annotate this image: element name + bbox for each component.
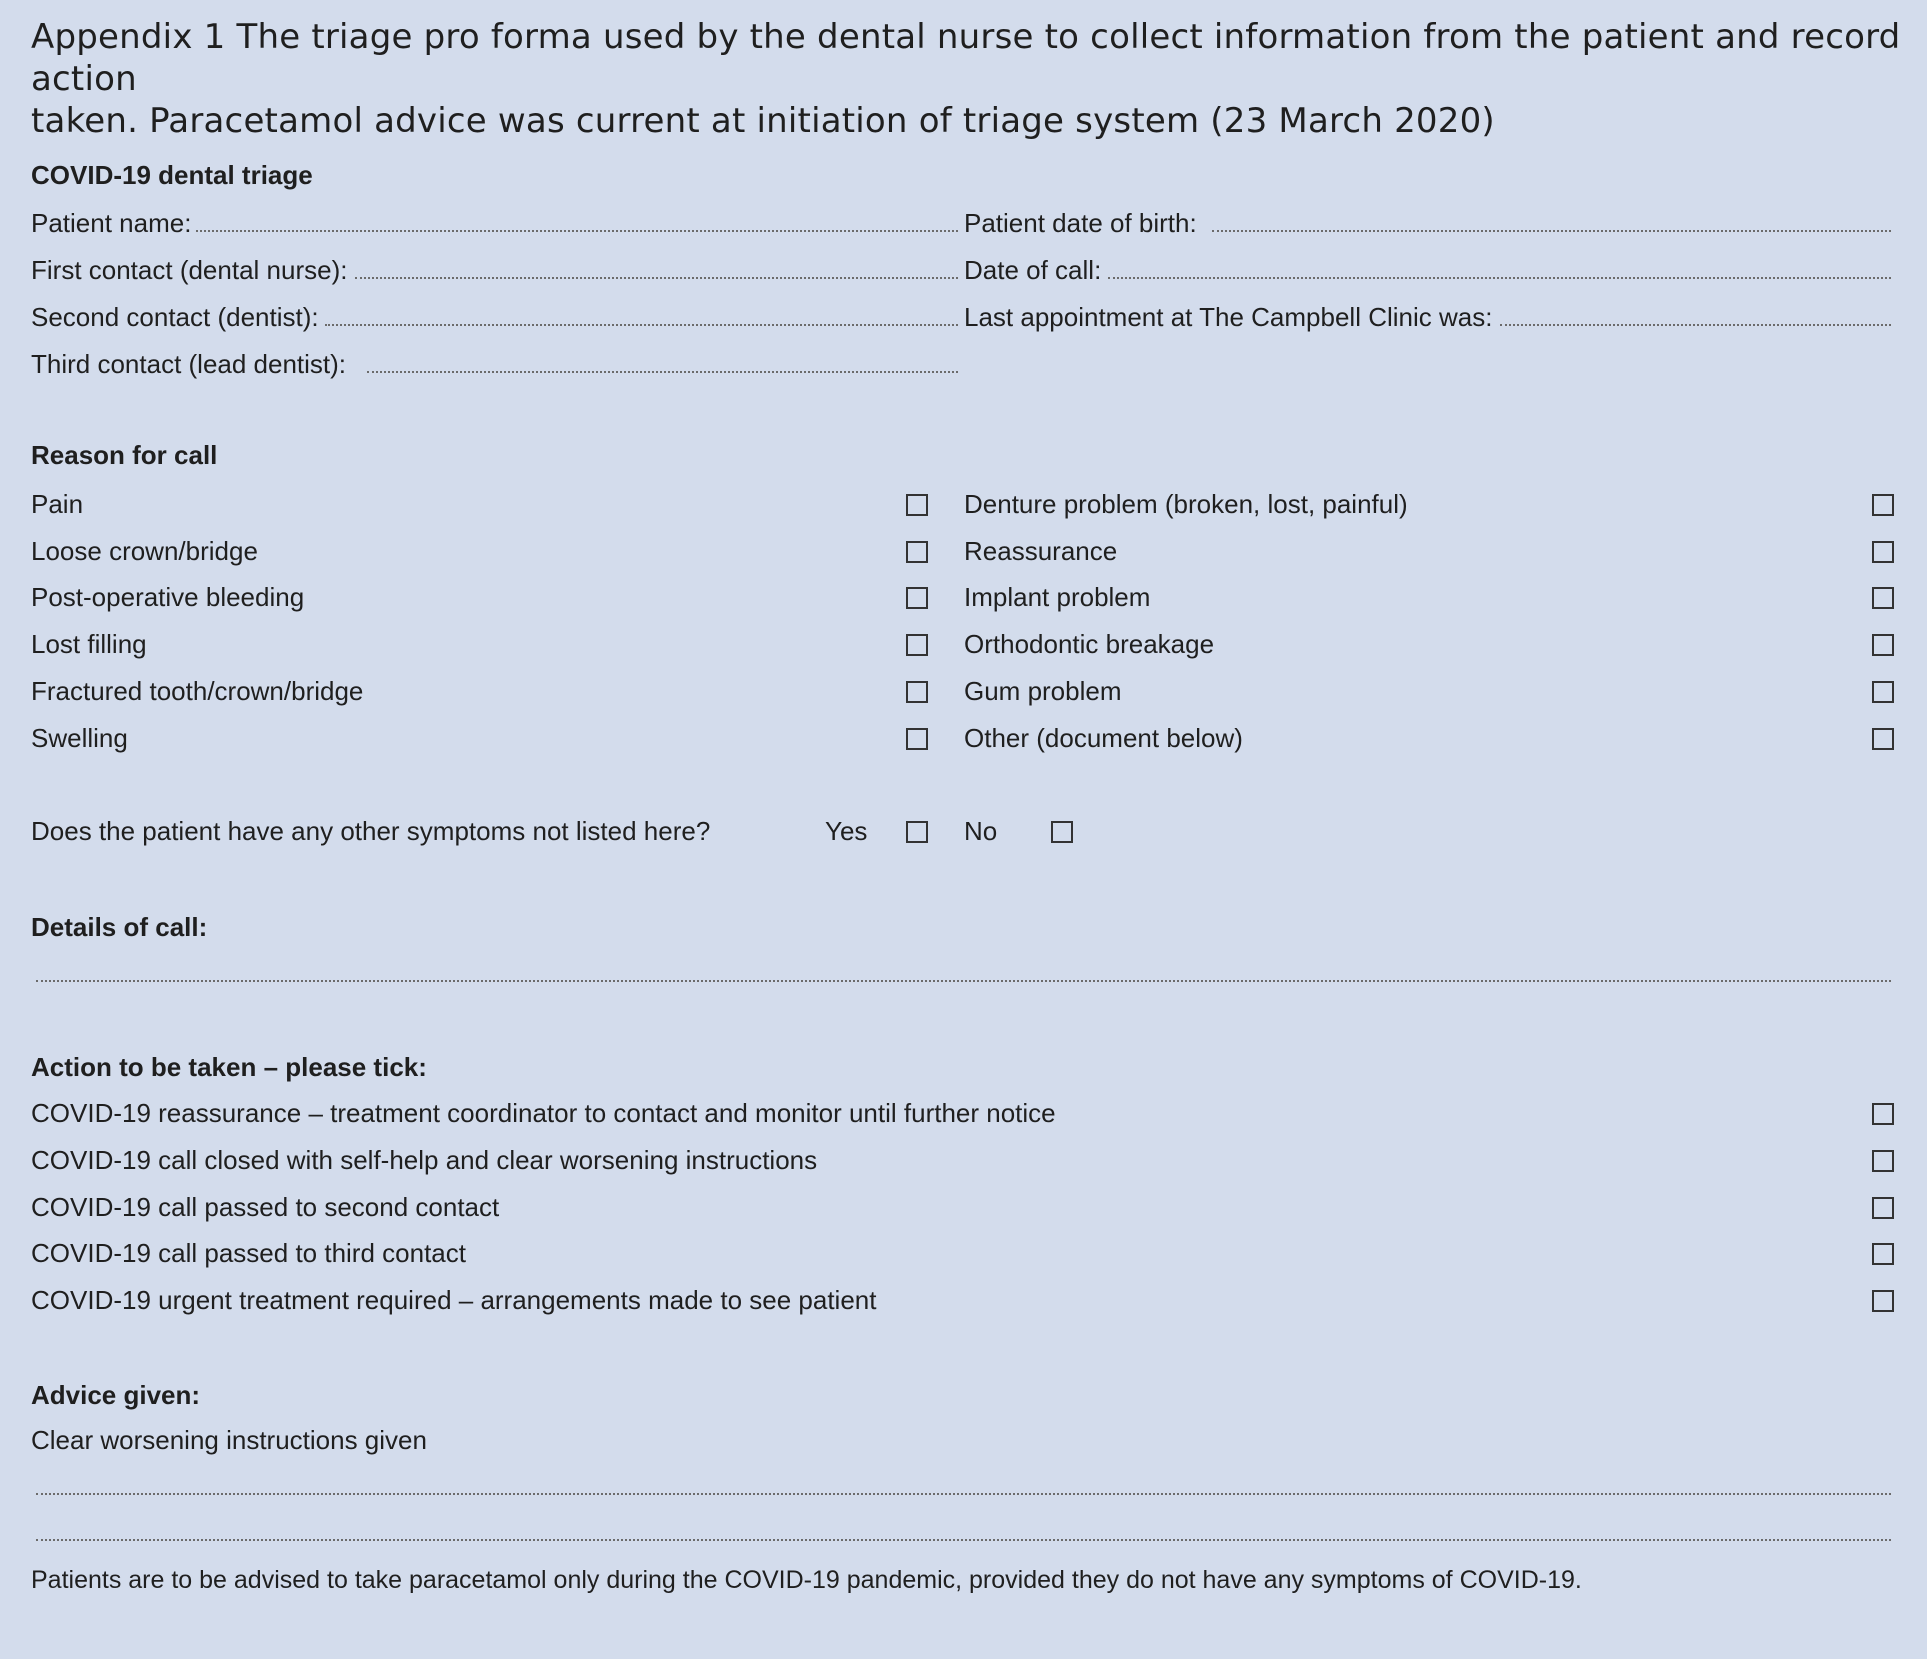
figure-caption xyxy=(31,16,1901,142)
reason-bleeding-checkbox[interactable] xyxy=(906,587,928,609)
details-heading: Details of call: xyxy=(31,912,208,942)
reason-swelling-checkbox[interactable] xyxy=(906,728,928,750)
reason-fractured-checkbox[interactable] xyxy=(906,681,928,703)
reason-denture-label: Denture problem (broken, lost, painful) xyxy=(964,489,1408,519)
reason-orthodontic-label: Orthodontic breakage xyxy=(964,629,1215,659)
third-contact-field[interactable] xyxy=(367,371,958,373)
action-second-contact-checkbox[interactable] xyxy=(1872,1197,1894,1219)
reason-reassurance-label: Reassurance xyxy=(964,536,1118,566)
reason-implant-checkbox[interactable] xyxy=(1872,587,1894,609)
patient-name-label: Patient name: xyxy=(31,208,192,238)
advice-line: Clear worsening instructions given xyxy=(31,1425,427,1455)
date-of-call-field[interactable] xyxy=(1108,277,1891,279)
reason-pain-label: Pain xyxy=(31,489,84,519)
advice-field-1[interactable] xyxy=(36,1493,1891,1495)
reason-swelling-label: Swelling xyxy=(31,723,128,753)
symptoms-yes-checkbox[interactable] xyxy=(906,821,928,843)
symptoms-yes-label: Yes xyxy=(825,816,868,846)
action-reassurance-label: COVID-19 reassurance – treatment coordinator to contact and monitor until further notice xyxy=(31,1098,1056,1128)
last-appointment-field[interactable] xyxy=(1500,324,1891,326)
reason-lost-filling-checkbox[interactable] xyxy=(906,634,928,656)
reason-gum-checkbox[interactable] xyxy=(1872,681,1894,703)
reason-lost-filling-label: Lost filling xyxy=(31,629,147,659)
reason-denture-checkbox[interactable] xyxy=(1872,494,1894,516)
action-self-help-checkbox[interactable] xyxy=(1872,1150,1894,1172)
reason-gum-label: Gum problem xyxy=(964,676,1122,706)
action-reassurance-checkbox[interactable] xyxy=(1872,1103,1894,1125)
reason-other-label: Other (document below) xyxy=(964,723,1243,753)
action-self-help-label: COVID-19 call closed with self-help and clear worsening instructions xyxy=(31,1145,818,1175)
reason-bleeding-label: Post-operative bleeding xyxy=(31,582,305,612)
action-urgent-checkbox[interactable] xyxy=(1872,1290,1894,1312)
action-second-contact-label: COVID-19 call passed to second contact xyxy=(31,1192,500,1222)
action-third-contact-label: COVID-19 call passed to third contact xyxy=(31,1238,466,1268)
reason-reassurance-checkbox[interactable] xyxy=(1872,541,1894,563)
date-of-call-label: Date of call: xyxy=(964,255,1102,285)
patient-name-field[interactable] xyxy=(196,230,958,232)
dob-field[interactable] xyxy=(1212,230,1891,232)
symptoms-no-label: No xyxy=(964,816,998,846)
action-third-contact-checkbox[interactable] xyxy=(1872,1243,1894,1265)
reason-heading: Reason for call xyxy=(31,440,218,470)
second-contact-label: Second contact (dentist): xyxy=(31,302,319,332)
caption-line-2: taken. Paracetamol advice was current at initiation of triage system (23 March 2020) xyxy=(31,101,1495,141)
first-contact-label: First contact (dental nurse): xyxy=(31,255,348,285)
actions-heading: Action to be taken – please tick: xyxy=(31,1052,427,1082)
reason-loose-crown-checkbox[interactable] xyxy=(906,541,928,563)
paracetamol-note: Patients are to be advised to take paracetamol only during the COVID-19 pandemic, provided they do not have any symptoms of COVID-19. xyxy=(31,1566,1582,1594)
first-contact-field[interactable] xyxy=(355,277,958,279)
reason-loose-crown-label: Loose crown/bridge xyxy=(31,536,258,566)
third-contact-label: Third contact (lead dentist): xyxy=(31,349,347,379)
advice-field-2[interactable] xyxy=(36,1539,1891,1541)
reason-implant-label: Implant problem xyxy=(964,582,1151,612)
advice-heading: Advice given: xyxy=(31,1380,201,1410)
last-appointment-label: Last appointment at The Campbell Clinic was: xyxy=(964,302,1493,332)
dob-label: Patient date of birth: xyxy=(964,208,1197,238)
reason-orthodontic-checkbox[interactable] xyxy=(1872,634,1894,656)
reason-pain-checkbox[interactable] xyxy=(906,494,928,516)
reason-fractured-label: Fractured tooth/crown/bridge xyxy=(31,676,364,706)
form-title: COVID-19 dental triage xyxy=(31,160,313,190)
details-field[interactable] xyxy=(36,980,1891,982)
symptoms-no-checkbox[interactable] xyxy=(1051,821,1073,843)
symptoms-question: Does the patient have any other symptoms not listed here? xyxy=(31,816,711,846)
second-contact-field[interactable] xyxy=(325,324,958,326)
reason-other-checkbox[interactable] xyxy=(1872,728,1894,750)
caption-line-1: Appendix 1 The triage pro forma used by the dental nurse to collect information from the patient and record action xyxy=(31,17,1901,99)
action-urgent-label: COVID-19 urgent treatment required – arrangements made to see patient xyxy=(31,1285,877,1315)
